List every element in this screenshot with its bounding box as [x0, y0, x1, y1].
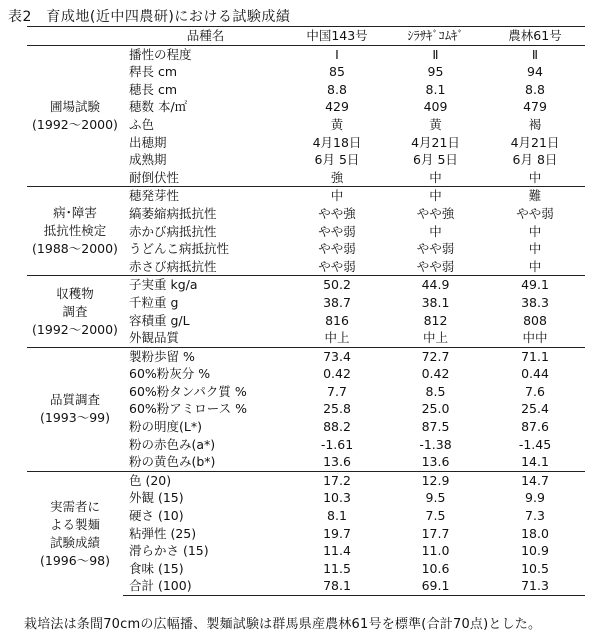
value-cell-variety-1: 816 [325, 312, 349, 328]
value-cell-variety-3: 中中 [522, 330, 548, 346]
value-cell-variety-3: 479 [523, 99, 547, 115]
item-name: 外観 (15) [129, 490, 184, 506]
header-variety-2: ｼﾗｻｷﾞｺﾑｷﾞ [386, 27, 485, 46]
footnote: 栽培法は条間70cmの広幅播、製麺試験は群馬県産農林61号を標準(合計70点)とした。 [24, 617, 542, 632]
value-cell-variety-2: 17.7 [421, 525, 450, 541]
group-label [27, 45, 123, 187]
value-cell-variety-2: 10.6 [421, 560, 450, 576]
value-cell-variety-3: 14.1 [521, 454, 549, 470]
value-cell-variety-2: 黄 [429, 116, 442, 132]
item-name: 色 (20) [123, 471, 288, 489]
value-cell-variety-2: やや弱 [416, 258, 455, 274]
table-title: 表2 育成地(近中四農研)における試験成績 [8, 9, 291, 25]
value-cell-variety-1: 6月 5日 [314, 152, 360, 168]
value-cell-variety-3: 0.44 [521, 366, 549, 382]
value-cell-variety-1: 8.1 [327, 508, 347, 524]
group-label-line: 病･障害 [53, 205, 97, 221]
value-cell-variety-3: 71.1 [485, 347, 585, 365]
value-cell-variety-3: 49.1 [485, 276, 585, 294]
value-cell-variety-1: 強 [330, 169, 344, 185]
value-cell-variety-2: 8.5 [425, 383, 446, 399]
item-name: うどんこ病抵抗性 [129, 241, 230, 257]
item-name: 穂数 本/㎡ [129, 99, 188, 115]
item-name: 滑らかさ (15) [129, 543, 209, 559]
item-name: 赤さび病抵抗性 [129, 258, 217, 274]
value-cell-variety-3: 4月21日 [510, 134, 560, 150]
header-row [27, 27, 585, 46]
value-cell-variety-1: 7.7 [327, 383, 347, 399]
value-cell-variety-2: Ⅱ [386, 45, 485, 63]
item-name: 耐倒伏性 [129, 169, 180, 185]
group-label [27, 347, 123, 471]
value-cell-variety-1: 0.42 [323, 366, 351, 382]
item-name: 粉の明度(L*) [129, 419, 202, 435]
value-cell-variety-2: 中上 [422, 330, 448, 346]
group-label [27, 471, 123, 595]
value-cell-variety-3: 中 [528, 223, 542, 239]
value-cell-variety-1: 13.6 [323, 454, 351, 470]
value-cell-variety-2: 44.9 [386, 276, 485, 294]
value-cell-variety-3: 25.4 [521, 401, 549, 417]
value-cell-variety-2: 12.9 [386, 471, 485, 489]
value-cell-variety-3: 褐 [528, 116, 542, 132]
item-name: 合計 (100) [123, 577, 288, 595]
value-cell-variety-2: 13.6 [421, 454, 450, 470]
value-cell-variety-1: 78.1 [288, 577, 386, 595]
value-cell-variety-2: 6月 5日 [413, 152, 458, 168]
value-cell-variety-1: 429 [325, 99, 349, 115]
value-cell-variety-1: 中 [288, 187, 386, 205]
item-name: 60%粉灰分 % [129, 366, 211, 382]
item-name: 稈長 cm [129, 64, 178, 80]
group-label-line: 品質調査 [49, 392, 100, 408]
group-label [27, 276, 123, 347]
value-cell-variety-1: やや弱 [318, 241, 356, 257]
value-cell-variety-1: 38.7 [323, 294, 351, 310]
value-cell-variety-1: 17.2 [288, 471, 386, 489]
item-name: 外観品質 [129, 330, 180, 346]
value-cell-variety-1: 85 [329, 64, 345, 80]
value-cell-variety-1: 8.8 [327, 81, 347, 97]
value-cell-variety-1: 黄 [330, 116, 344, 132]
item-name: 硬さ (10) [129, 508, 184, 524]
value-cell-variety-1: 4月18日 [312, 134, 362, 150]
group-label-line: (1996～98) [40, 552, 110, 568]
value-cell-variety-2: やや強 [416, 205, 455, 221]
value-cell-variety-3: 7.3 [525, 508, 545, 524]
value-cell-variety-3: 87.6 [521, 419, 549, 435]
item-name: 製粉歩留 % [123, 347, 288, 365]
item-name: 千粒重 g [129, 294, 179, 310]
header-group-cell [27, 27, 123, 46]
item-name: 60%粉アミロース % [129, 401, 248, 417]
value-cell-variety-3: Ⅱ [485, 45, 585, 63]
header-variety-3: 農林61号 [485, 27, 585, 46]
value-cell-variety-1: 19.7 [323, 525, 351, 541]
item-name: 容積重 g/L [129, 312, 190, 328]
value-cell-variety-2: -1.38 [419, 436, 452, 452]
value-cell-variety-3: 14.7 [485, 471, 585, 489]
value-cell-variety-1: Ⅰ [288, 45, 386, 63]
item-name: ふ色 [129, 116, 155, 132]
group-label-line: 抵抗性検定 [43, 223, 107, 239]
value-cell-variety-1: 10.3 [323, 490, 351, 506]
value-cell-variety-2: 4月21日 [411, 134, 460, 150]
value-cell-variety-2: 9.5 [425, 490, 446, 506]
item-name: 食味 (15) [129, 560, 184, 576]
group-label-line: (1992～2000) [32, 116, 118, 132]
value-cell-variety-2: 0.42 [421, 366, 450, 382]
value-cell-variety-2: やや弱 [416, 241, 455, 257]
group-label-line: よる製麺 [49, 516, 100, 532]
header-variety-label: 品種名 [123, 27, 288, 46]
value-cell-variety-2: 69.1 [386, 577, 485, 595]
group-label-line: 調査 [62, 303, 88, 319]
value-cell-variety-1: 11.4 [323, 543, 351, 559]
value-cell-variety-3: 10.5 [521, 560, 549, 576]
group-label-line: 実需者に [49, 498, 100, 514]
value-cell-variety-2: 409 [423, 99, 448, 115]
item-name: 粉の黄色み(b*) [129, 454, 216, 470]
value-cell-variety-1: 25.8 [323, 401, 351, 417]
value-cell-variety-3: 7.6 [525, 383, 545, 399]
value-cell-variety-3: 9.9 [525, 490, 545, 506]
value-cell-variety-3: -1.45 [518, 436, 552, 452]
group-label [27, 187, 123, 276]
table-row [27, 471, 585, 489]
value-cell-variety-3: やや弱 [516, 205, 554, 221]
value-cell-variety-3: 10.9 [521, 543, 549, 559]
value-cell-variety-2: 25.0 [421, 401, 450, 417]
value-cell-variety-3: 18.0 [521, 525, 549, 541]
value-cell-variety-3: 中 [528, 241, 542, 257]
item-name: 穂発芽性 [123, 187, 288, 205]
value-cell-variety-1: やや弱 [318, 223, 356, 239]
item-name: 縞萎縮病抵抗性 [129, 205, 217, 221]
table-row [27, 187, 585, 205]
value-cell-variety-1: 88.2 [323, 419, 351, 435]
value-cell-variety-2: 7.5 [425, 508, 446, 524]
group-label-line: (1992～2000) [32, 321, 118, 337]
value-cell-variety-1: 中上 [324, 330, 350, 346]
group-label-line: (1988～2000) [32, 241, 118, 257]
item-name: 粘弾性 (25) [129, 525, 197, 541]
value-cell-variety-1: 73.4 [288, 347, 386, 365]
group-label-line: (1993～99) [40, 410, 110, 426]
value-cell-variety-3: 71.3 [485, 577, 585, 595]
value-cell-variety-3: 94 [527, 64, 543, 80]
table-row [27, 347, 585, 365]
value-cell-variety-1: やや強 [318, 205, 356, 221]
value-cell-variety-2: 95 [427, 64, 444, 80]
item-name: 粉の赤色み(a*) [129, 436, 216, 452]
results-table-body [27, 27, 585, 596]
item-name: 子実重 kg/a [123, 276, 288, 294]
table-row [27, 276, 585, 294]
item-name: 赤かび病抵抗性 [129, 223, 217, 239]
value-cell-variety-3: 808 [523, 312, 547, 328]
group-label-line: 試験成績 [49, 534, 100, 550]
value-cell-variety-3: 中 [528, 169, 542, 185]
value-cell-variety-3: 中 [528, 258, 542, 274]
value-cell-variety-2: 812 [423, 312, 448, 328]
group-label-line: 収穫物 [56, 285, 94, 301]
value-cell-variety-2: 中 [429, 169, 442, 185]
value-cell-variety-3: 6月 8日 [512, 152, 558, 168]
item-name: 60%粉タンパク質 % [129, 383, 247, 399]
item-name: 穂長 cm [129, 81, 178, 97]
value-cell-variety-1: 11.5 [323, 560, 351, 576]
table-row [27, 45, 585, 63]
value-cell-variety-3: 8.8 [525, 81, 545, 97]
value-cell-variety-2: 11.0 [421, 543, 450, 559]
value-cell-variety-1: -1.61 [320, 436, 354, 452]
value-cell-variety-1: 50.2 [288, 276, 386, 294]
results-table [27, 26, 585, 596]
item-name: 播性の程度 [123, 45, 288, 63]
value-cell-variety-2: 72.7 [386, 347, 485, 365]
value-cell-variety-1: やや弱 [318, 258, 356, 274]
value-cell-variety-2: 8.1 [425, 81, 446, 97]
value-cell-variety-2: 87.5 [421, 419, 450, 435]
value-cell-variety-3: 難 [485, 187, 585, 205]
value-cell-variety-2: 38.1 [421, 294, 450, 310]
group-label-line: 圃場試験 [49, 98, 100, 114]
value-cell-variety-3: 38.3 [521, 294, 549, 310]
header-variety-1: 中国143号 [288, 27, 386, 46]
value-cell-variety-2: 中 [429, 223, 442, 239]
item-name: 成熟期 [129, 152, 167, 168]
item-name: 出穂期 [129, 134, 167, 150]
value-cell-variety-2: 中 [386, 187, 485, 205]
